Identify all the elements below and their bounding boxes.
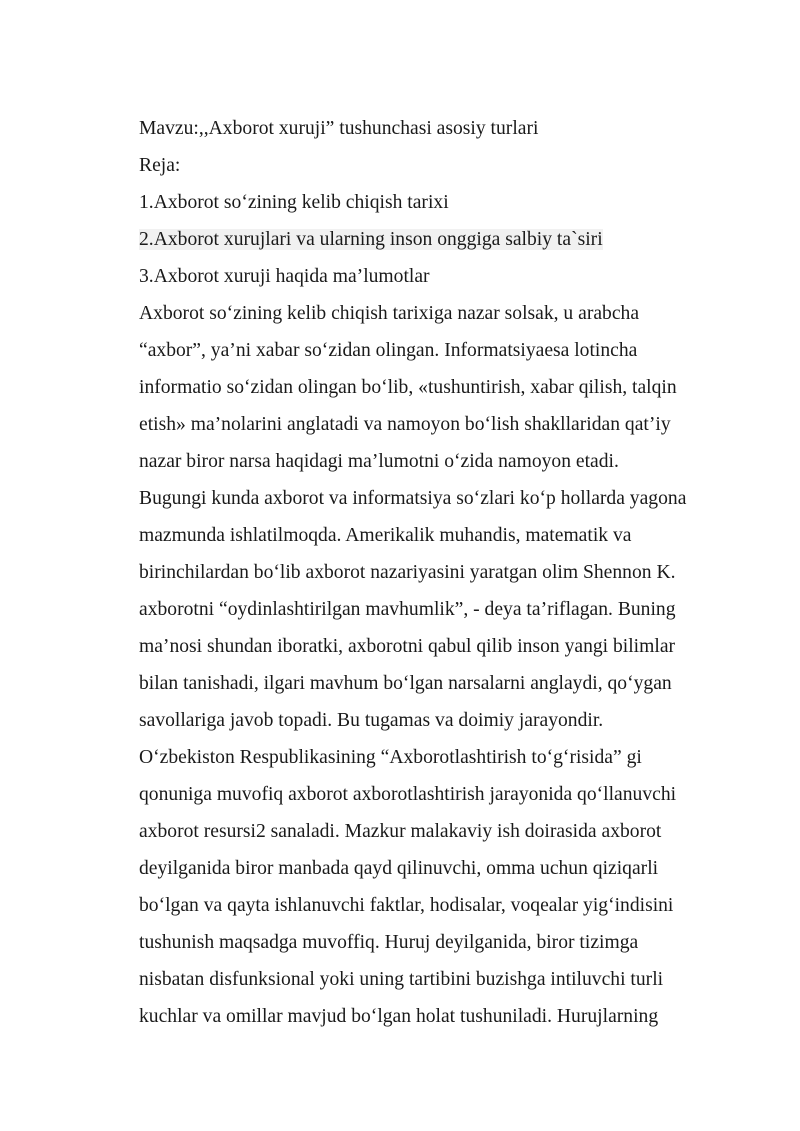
body-line: bilan tanishadi, ilgari mavhum bo‘lgan narsalarni anglaydi, qo‘ygan <box>139 673 672 694</box>
body-line: axborotni “oydinlashtirilgan mavhumlik”, - deya ta’riflagan. Buning <box>139 599 676 620</box>
document-title: Mavzu:,,Axborot xuruji” tushunchasi asosiy turlari <box>139 118 539 139</box>
body-line: nazar biror narsa haqidagi ma’lumotni o‘zida namoyon etadi. <box>139 451 619 472</box>
plan-label: Reja: <box>139 155 181 176</box>
body-line: informatio so‘zidan olingan bo‘lib, «tushuntirish, xabar qilish, talqin <box>139 377 677 398</box>
body-line: O‘zbekiston Respublikasining “Axborotlashtirish to‘g‘risida” gi <box>139 747 642 768</box>
body-line: qonuniga muvofiq axborot axborotlashtirish jarayonida qo‘llanuvchi <box>139 784 677 805</box>
body-line: tushunish maqsadga muvoffiq. Huruj deyilganida, biror tizimga <box>139 932 639 953</box>
body-line: birinchilardan bo‘lib axborot nazariyasini yaratgan olim Shennon K. <box>139 562 676 583</box>
plan-item-1 <box>139 184 759 221</box>
plan-item-3-text: 3.Axborot xuruji haqida ma’lumotlar <box>139 266 430 287</box>
body-line: Axborot so‘zining kelib chiqish tarixiga nazar solsak, u arabcha <box>139 303 640 324</box>
body-line: deyilganida biror manbada qayd qilinuvchi, omma uchun qiziqarli <box>139 858 659 879</box>
body-line: axborot resursi2 sanaladi. Mazkur malakaviy ish doirasida axborot <box>139 821 662 842</box>
plan-item-2 <box>139 221 759 258</box>
body-line: ma’nosi shundan iboratki, axborotni qabul qilib inson yangi bilimlar <box>139 636 676 657</box>
body-line: etish» ma’nolarini anglatadi va namoyon bo‘lish shakllaridan qat’iy <box>139 414 671 435</box>
body-line: Bugungi kunda axborot va informatsiya so‘zlari ko‘p hollarda yagona <box>139 488 687 509</box>
body-line: “axbor”, ya’ni xabar so‘zidan olingan. Informatsiyaesa lotincha <box>139 340 638 361</box>
plan-item-2-text: 2.Axborot xurujlari va ularning inson onggiga salbiy ta`siri <box>139 229 603 250</box>
body-line: bo‘lgan va qayta ishlanuvchi faktlar, hodisalar, voqealar yig‘indisini <box>139 895 674 916</box>
document-text <box>139 110 759 1035</box>
plan-item-1-text: 1.Axborot so‘zining kelib chiqish tarixi <box>139 192 449 213</box>
body-line: kuchlar va omillar mavjud bo‘lgan holat tushuniladi. Hurujlarning <box>139 1006 659 1027</box>
body-line: savollariga javob topadi. Bu tugamas va doimiy jarayondir. <box>139 710 604 731</box>
plan-item-3 <box>139 258 759 295</box>
body-line: nisbatan disfunksional yoki uning tartibini buzishga intiluvchi turli <box>139 969 664 990</box>
body-line: mazmunda ishlatilmoqda. Amerikalik muhandis, matematik va <box>139 525 632 546</box>
